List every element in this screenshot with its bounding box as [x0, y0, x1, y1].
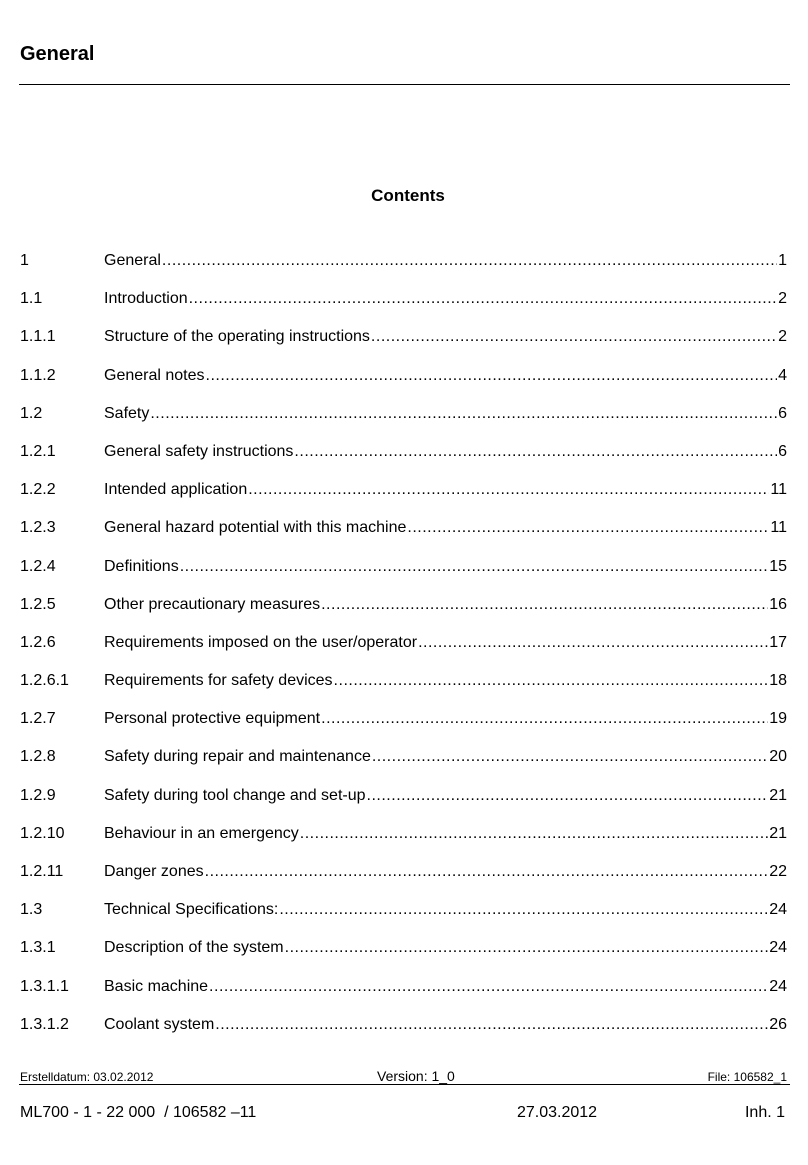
toc-entry-page: 19	[769, 710, 787, 728]
toc-dot-leader	[294, 442, 777, 462]
toc-entry-page: 11	[770, 481, 787, 499]
toc-entry-number: 1.1	[20, 290, 43, 308]
toc-entry-page: 11	[770, 519, 787, 537]
toc-entry-number: 1.2.5	[20, 595, 56, 613]
toc-entry-page: 20	[769, 748, 787, 766]
footer-bottom	[20, 1103, 785, 1123]
toc-entry-title: Safety	[104, 404, 150, 422]
footer-date: 27.03.2012	[517, 1104, 598, 1121]
toc-entry-page: 1	[778, 252, 787, 269]
toc-entry[interactable]	[20, 289, 787, 327]
toc-dot-leader	[279, 900, 768, 920]
footer-divider	[19, 1084, 790, 1085]
table-of-contents	[20, 251, 787, 1053]
toc-entry-title: General safety instructions	[104, 442, 294, 460]
toc-dot-leader	[215, 1015, 768, 1035]
toc-entry-page: 18	[769, 672, 787, 690]
toc-dot-leader	[189, 289, 777, 309]
toc-entry-page: 16	[769, 595, 787, 613]
toc-entry-number: 1.2.6	[20, 633, 56, 651]
toc-entry-title: General hazard potential with this machine	[104, 519, 407, 537]
toc-entry-page: 26	[769, 1015, 787, 1033]
page-header-title: General	[20, 43, 95, 65]
toc-entry[interactable]	[20, 366, 787, 404]
toc-entry[interactable]	[20, 595, 787, 633]
toc-entry-title: Other precautionary measures	[104, 595, 321, 613]
toc-entry[interactable]	[20, 557, 787, 595]
toc-entry-page: 21	[769, 824, 787, 842]
toc-entry-title: Technical Specifications:	[104, 901, 279, 919]
toc-entry[interactable]	[20, 1015, 787, 1053]
toc-dot-leader	[418, 633, 768, 653]
footer-page-number: Inh. 1	[744, 1104, 785, 1121]
toc-entry-page: 15	[769, 557, 787, 575]
toc-entry-page: 24	[769, 901, 787, 919]
toc-dot-leader	[209, 977, 768, 997]
toc-dot-leader	[334, 671, 769, 691]
toc-dot-leader	[206, 366, 778, 386]
toc-entry[interactable]	[20, 900, 787, 938]
toc-entry-page: 4	[778, 366, 787, 384]
toc-entry-title: Requirements for safety devices	[104, 672, 333, 690]
toc-entry-number: 1.2.4	[20, 557, 56, 575]
toc-entry-number: 1.1.1	[20, 328, 56, 346]
toc-entry-title: General notes	[104, 366, 205, 384]
toc-entry-page: 6	[778, 404, 787, 422]
toc-dot-leader	[372, 747, 768, 767]
toc-entry[interactable]	[20, 709, 787, 747]
footer-created-date: Erstelldatum: 03.02.2012	[20, 1070, 154, 1084]
toc-entry[interactable]	[20, 442, 787, 480]
toc-entry[interactable]	[20, 251, 787, 289]
toc-entry[interactable]	[20, 327, 787, 365]
toc-dot-leader	[205, 862, 769, 882]
toc-entry[interactable]	[20, 404, 787, 442]
toc-entry-title: Safety during repair and maintenance	[104, 748, 371, 766]
toc-entry-page: 2	[778, 328, 787, 346]
toc-entry-title: Personal protective equipment	[104, 710, 321, 728]
toc-entry-title: Danger zones	[104, 863, 204, 880]
toc-entry-title: General	[104, 252, 161, 269]
toc-entry-page: 17	[769, 633, 787, 651]
toc-entry-number: 1.2	[20, 404, 43, 422]
toc-dot-leader	[248, 480, 769, 500]
toc-entry-number: 1.3	[20, 901, 43, 919]
toc-entry[interactable]	[20, 633, 787, 671]
toc-entry-number: 1.2.10	[20, 824, 65, 842]
toc-dot-leader	[367, 786, 769, 806]
toc-dot-leader	[321, 595, 768, 615]
toc-entry-title: Definitions	[104, 557, 179, 575]
contents-heading: Contents	[371, 186, 445, 205]
toc-entry-title: Description of the system	[104, 939, 284, 957]
toc-entry[interactable]	[20, 480, 787, 518]
toc-entry-title: Behaviour in an emergency	[104, 824, 299, 842]
toc-entry[interactable]	[20, 862, 787, 900]
toc-entry-number: 1.2.1	[20, 442, 56, 460]
toc-entry-number: 1.2.7	[20, 710, 56, 728]
toc-entry[interactable]	[20, 938, 787, 976]
toc-entry-number: 1.2.8	[20, 748, 56, 766]
toc-entry-title: Basic machine	[104, 977, 209, 995]
toc-entry-number: 1.3.1	[20, 939, 56, 957]
toc-entry-number: 1.1.2	[20, 366, 56, 384]
toc-entry-number: 1.3.1.2	[20, 1015, 69, 1033]
toc-entry-title: Safety during tool change and set-up	[104, 786, 366, 804]
toc-dot-leader	[285, 938, 769, 958]
toc-entry-title: Introduction	[104, 290, 188, 308]
toc-entry[interactable]	[20, 977, 787, 1015]
toc-entry[interactable]	[20, 518, 787, 556]
toc-dot-leader	[300, 824, 768, 844]
toc-entry-page: 24	[769, 939, 787, 957]
footer-document-id: ML700 - 1 - 22 000 / 106582 –11	[20, 1104, 257, 1121]
footer-meta	[20, 1068, 787, 1084]
toc-dot-leader	[150, 404, 777, 424]
toc-entry[interactable]	[20, 671, 787, 709]
toc-entry-number: 1.2.6.1	[20, 672, 69, 690]
toc-entry[interactable]	[20, 747, 787, 785]
toc-entry-title: Coolant system	[104, 1015, 215, 1033]
toc-entry-number: 1.2.11	[20, 863, 64, 880]
toc-entry-number: 1	[20, 252, 29, 269]
toc-entry-number: 1.2.2	[20, 481, 56, 499]
toc-entry-number: 1.3.1.1	[20, 977, 69, 995]
toc-dot-leader	[407, 518, 769, 538]
toc-entry-page: 24	[769, 977, 787, 995]
toc-entry-page: 2	[778, 290, 787, 308]
toc-dot-leader	[321, 709, 768, 729]
toc-entry[interactable]	[20, 824, 787, 862]
toc-entry-title: Requirements imposed on the user/operator	[104, 633, 418, 651]
toc-entry-page: 21	[769, 786, 787, 804]
toc-entry-number: 1.2.9	[20, 786, 56, 804]
toc-dot-leader	[162, 251, 777, 271]
toc-entry[interactable]	[20, 786, 787, 824]
toc-entry-number: 1.2.3	[20, 519, 56, 537]
toc-dot-leader	[180, 557, 769, 577]
toc-entry-page: 22	[769, 863, 787, 880]
header-divider	[19, 84, 790, 85]
toc-entry-title: Structure of the operating instructions	[104, 328, 370, 346]
footer-file: File: 106582_1	[707, 1070, 787, 1084]
footer-version: Version: 1_0	[377, 1068, 455, 1084]
toc-entry-title: Intended application	[104, 481, 248, 499]
toc-dot-leader	[371, 327, 777, 347]
toc-entry-page: 6	[778, 442, 787, 460]
